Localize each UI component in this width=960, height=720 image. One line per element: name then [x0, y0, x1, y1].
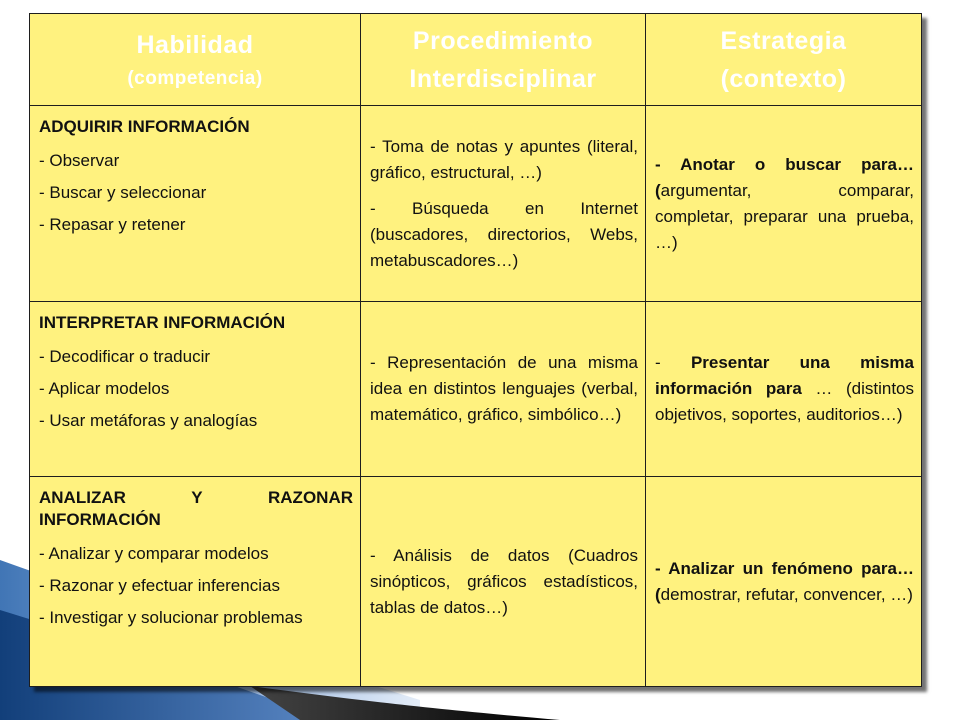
table-row	[30, 106, 922, 302]
skill-title: ADQUIRIR INFORMACIÓN	[39, 117, 250, 136]
skill-item: - Repasar y retener	[39, 215, 186, 234]
skill-item: - Decodificar o traducir	[39, 347, 211, 366]
strategy-text	[655, 556, 914, 608]
skill-item: - Observar	[39, 151, 120, 170]
skill-cell	[30, 106, 361, 302]
strategy-bold: - Analizar un fenómeno para…(	[655, 558, 914, 604]
skill-title: ANALIZAR Y RAZONAR INFORMACIÓN	[39, 488, 353, 529]
header-estrategia-line1: Estrategia	[720, 26, 847, 55]
procedure-text: - Representación de una misma idea en distintos lenguajes (verbal, matemático, gráfico, simbólico…)	[370, 353, 638, 424]
procedure-text: - Búsqueda en Internet (buscadores, directorios, Webs, metabuscadores…)	[370, 198, 638, 270]
strategy-text	[655, 350, 914, 428]
skill-cell	[30, 302, 361, 477]
skill-item: - Razonar y efectuar inferencias	[39, 576, 280, 595]
header-estrategia-line2: (contexto)	[720, 64, 847, 93]
strategy-rest: … (distintos objetivos, soportes, auditorios…)	[655, 379, 914, 424]
skill-title: INTERPRETAR INFORMACIÓN	[39, 313, 286, 332]
table-row	[30, 477, 922, 687]
header-habilidad	[30, 14, 361, 106]
strategy-cell	[646, 477, 922, 687]
header-habilidad-title: Habilidad	[136, 30, 254, 59]
strategy-bold: Presentar una misma información para	[655, 353, 914, 398]
header-estrategia	[646, 14, 922, 106]
procedure-cell	[361, 302, 646, 477]
strategy-cell	[646, 106, 922, 302]
strategy-rest: argumentar, comparar, completar, preparar una prueba, …)	[655, 180, 914, 252]
skill-item: - Buscar y seleccionar	[39, 183, 207, 202]
procedure-text: - Toma de notas y apuntes (literal, gráfico, estructural, …)	[370, 136, 638, 182]
strategy-bold: - Anotar o buscar para…(	[655, 154, 914, 200]
header-procedimiento-line1: Procedimiento	[412, 26, 594, 55]
header-row	[30, 14, 922, 106]
skill-item: - Investigar y solucionar problemas	[39, 608, 303, 627]
competencies-table	[29, 13, 922, 687]
procedure-text: - Análisis de datos (Cuadros sinópticos, gráficos estadísticos, tablas de datos…)	[370, 545, 638, 617]
procedure-cell	[361, 477, 646, 687]
procedure-cell	[361, 106, 646, 302]
skill-item: - Aplicar modelos	[39, 379, 170, 398]
header-procedimiento-line2: Interdisciplinar	[409, 64, 597, 93]
strategy-cell	[646, 302, 922, 477]
header-habilidad-sub: (competencia)	[127, 67, 263, 89]
strategy-rest: demostrar, refutar, convencer, …)	[660, 584, 913, 604]
table-row	[30, 302, 922, 477]
skill-cell	[30, 477, 361, 687]
skill-item: - Analizar y comparar modelos	[39, 544, 269, 563]
skill-item: - Usar metáforas y analogías	[39, 411, 258, 430]
strategy-text	[655, 152, 914, 256]
header-procedimiento	[361, 14, 646, 106]
strategy-prefix: -	[655, 353, 691, 372]
